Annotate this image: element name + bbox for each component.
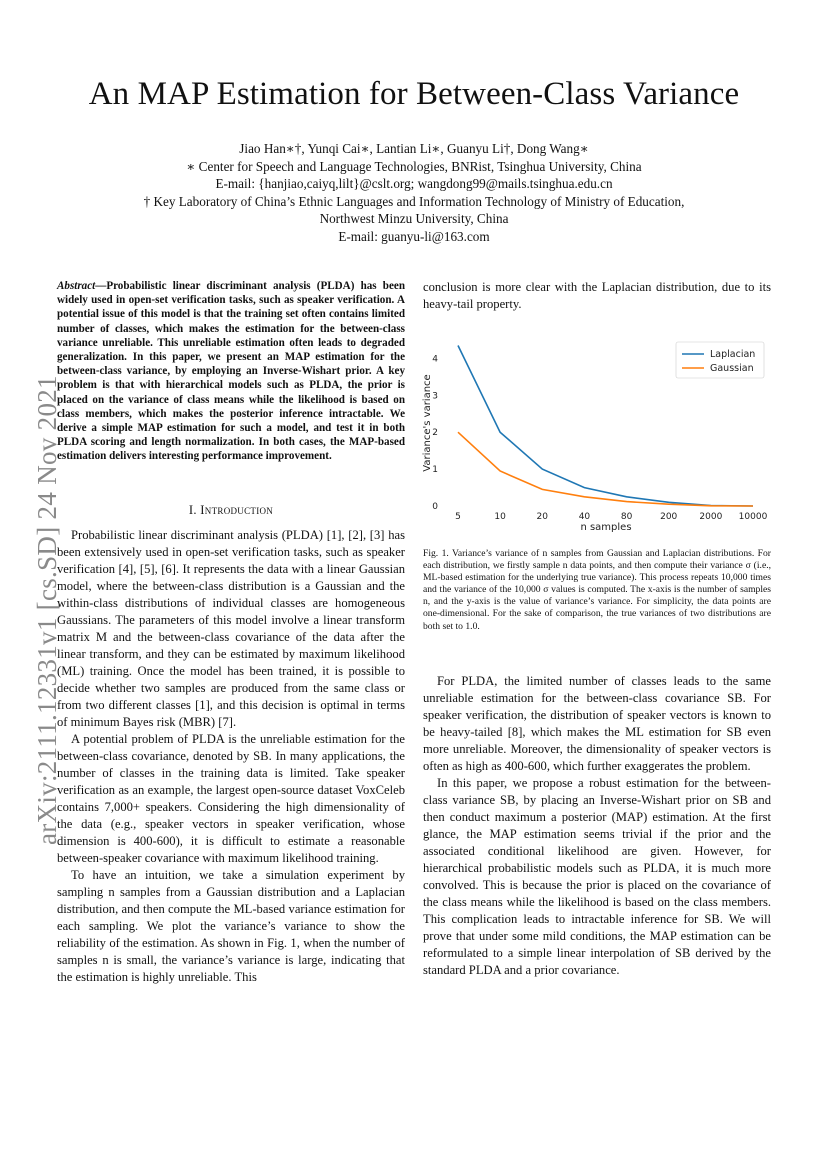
x-tick-label: 200 [660,512,678,522]
abstract [57,279,405,464]
x-tick-label: 10000 [738,512,768,522]
y-tick-label: 2 [432,428,438,439]
figure-caption: Fig. 1. Variance’s variance of n samples from Gaussian and Laplacian distributions. For each distribution, we firstly sample n data points, and then compute their variance σ (i.e., ML-based estimation for the underlying true variance). This process repeats 10,000 times and the variance of the 10,000 σ values is computed. The x-axis is the number of samples n, and the y-axis is the value of variance’s variance. For simplicity, the data points are one-dimensional. For the sake of comparison, the true variances of two distributions are both set to 1.0. [423,548,771,632]
email-1: E-mail: {hanjiao,caiyq,lilt}@cslt.org; wangdong99@mails.tsinghua.edu.cn [215,176,613,192]
x-tick-label: 20 [536,512,549,522]
intro-paragraph-2: A potential problem of PLDA is the unreliable estimation for the between-class covariance, denoted by SB. In many applications, the number of classes in the training data is limited. Take speaker verification as an example, the largest open-source dataset VoxCeleb contains 7,000+ speakers. Considering the high dimensionality of the data (e.g., speaker vectors in speaker verification, whose dimension is 400-600), it is difficult to estimate a reasonable between-speaker covariance with maximum likelihood training. [57,732,405,865]
author-block [0,140,828,246]
author-names: Jiao Han∗†, Yunqi Cai∗, Lantian Li∗, Guanyu Li†, Dong Wang∗ [239,141,589,156]
arxiv-watermark: arXiv:2111.12331v1 [cs.SD] 24 Nov 2021 [32,375,62,845]
y-tick-label: 3 [432,391,438,402]
abstract-lead: Abstract [57,280,96,292]
affiliation-2a: † Key Laboratory of China’s Ethnic Languages and Information Technology of Ministry of Education, [143,193,685,209]
right-paragraph-1: For PLDA, the limited number of classes leads to the same unreliable estimation for the between-class covariance SB. For speaker verification, the distribution of speaker vectors is known to be heavy-tailed [8], which makes the ML estimation for SB even more unreliable. Moreover, the dimensionality of speaker vectors is often as high as 400-600, which further exaggerates the problem. [423,674,771,773]
left-column-body [57,527,405,986]
variance-chart [418,334,778,534]
x-tick-label: 5 [455,512,461,522]
y-tick-label: 1 [432,465,438,476]
legend-label-gaussian: Gaussian [710,363,754,374]
x-tick-label: 80 [620,512,633,522]
paper-title: An MAP Estimation for Between-Class Variance [88,76,740,112]
affiliation-1: ∗ Center for Speech and Language Technologies, BNRist, Tsinghua University, China [186,158,642,174]
email-2: E-mail: guanyu-li@163.com [338,228,490,244]
right-column-body [423,673,771,979]
right-paragraph-2: In this paper, we propose a robust estimation for the between-class variance SB, by placing an Inverse-Wishart prior on SB and then conduct maximum a posterior (MAP) estimation. At the first glance, the MAP estimation seems trivial if the prior and the associated conditional likelihood are given. However, for hierarchical probabilistic models such as PLDA, it is much more convolved. This is because the prior is placed on the covariance of the class means while the likelihood is based on the class members. This complication leads to intractable inference for SB. We will prove that under some mild conditions, the MAP estimation can be reformulated to a simple linear interpolation of SB derived by the standard PLDA and a prior covariance. [423,776,771,977]
x-axis-label: n samples [580,522,632,533]
y-tick-label: 0 [432,502,438,512]
intro-paragraph-1: Probabilistic linear discriminant analysis (PLDA) [1], [2], [3] has been extensively used in open-set verification tasks, such as speaker verification [4], [5], [6]. It represents the data with a linear Gaussian model, where the between-class distribution is a Gaussian and the within-class distributions of individual classes are homogeneous Gaussians. The parameters of this model involve a linear transform matrix M and the between-class covariance of the data after the linear transform, and they can be estimated by maximum likelihood (ML) training. Once the model has been trained, it is possible to decide whether two samples are produced from the same class or from two different classes [1], and this decision is optimal in terms of minimum Bayes risk (MBR) [7]. [57,528,405,729]
affiliation-2b: Northwest Minzu University, China [319,211,509,227]
x-tick-label: 2000 [699,512,723,522]
y-axis-label: Variance's variance [422,374,433,472]
legend-label-laplacian: Laplacian [710,349,756,360]
x-tick-label: 40 [578,512,591,522]
section-heading-introduction: I. Introduction [188,503,274,517]
series-line-gaussian [458,432,753,506]
abstract-text: —Probabilistic linear discriminant analysis (PLDA) has been widely used in open-set verification tasks, such as speaker verification. A potential issue of this model is that the training set often contains limited number of classes, which makes the estimation for the between-class variance unreliable. This unreliable estimation often leads to degraded generalization. In this paper, we present an MAP estimation for the between-class variance, by employing an Inverse-Wishart prior. A key problem is that with hierarchical models such as PLDA, the prior is placed on the variance of class means while the likelihood is based on class members, which makes the posterior inference intractable. We derive a simple MAP estimation for such a model, and test it in both PLDA scoring and length normalization. In both cases, the MAP-based estimation delivers interesting performance improvement. [57,280,405,463]
right-column-top [423,279,771,313]
y-tick-label: 4 [432,354,438,365]
intro-paragraph-3: To have an intuition, we take a simulation experiment by sampling n samples from a Gaussian distribution and a Laplacian distribution, and then compute the ML-based variance estimation for each sampling. We plot the variance’s variance to show the reliability of the estimation. As shown in Fig. 1, when the number of samples n is small, the variance’s variance is large, indicating that the estimation is highly unreliable. This [57,868,405,984]
x-tick-label: 10 [494,512,506,522]
right-paragraph-continuation: conclusion is more clear with the Laplacian distribution, due to its heavy-tail property. [423,280,771,311]
